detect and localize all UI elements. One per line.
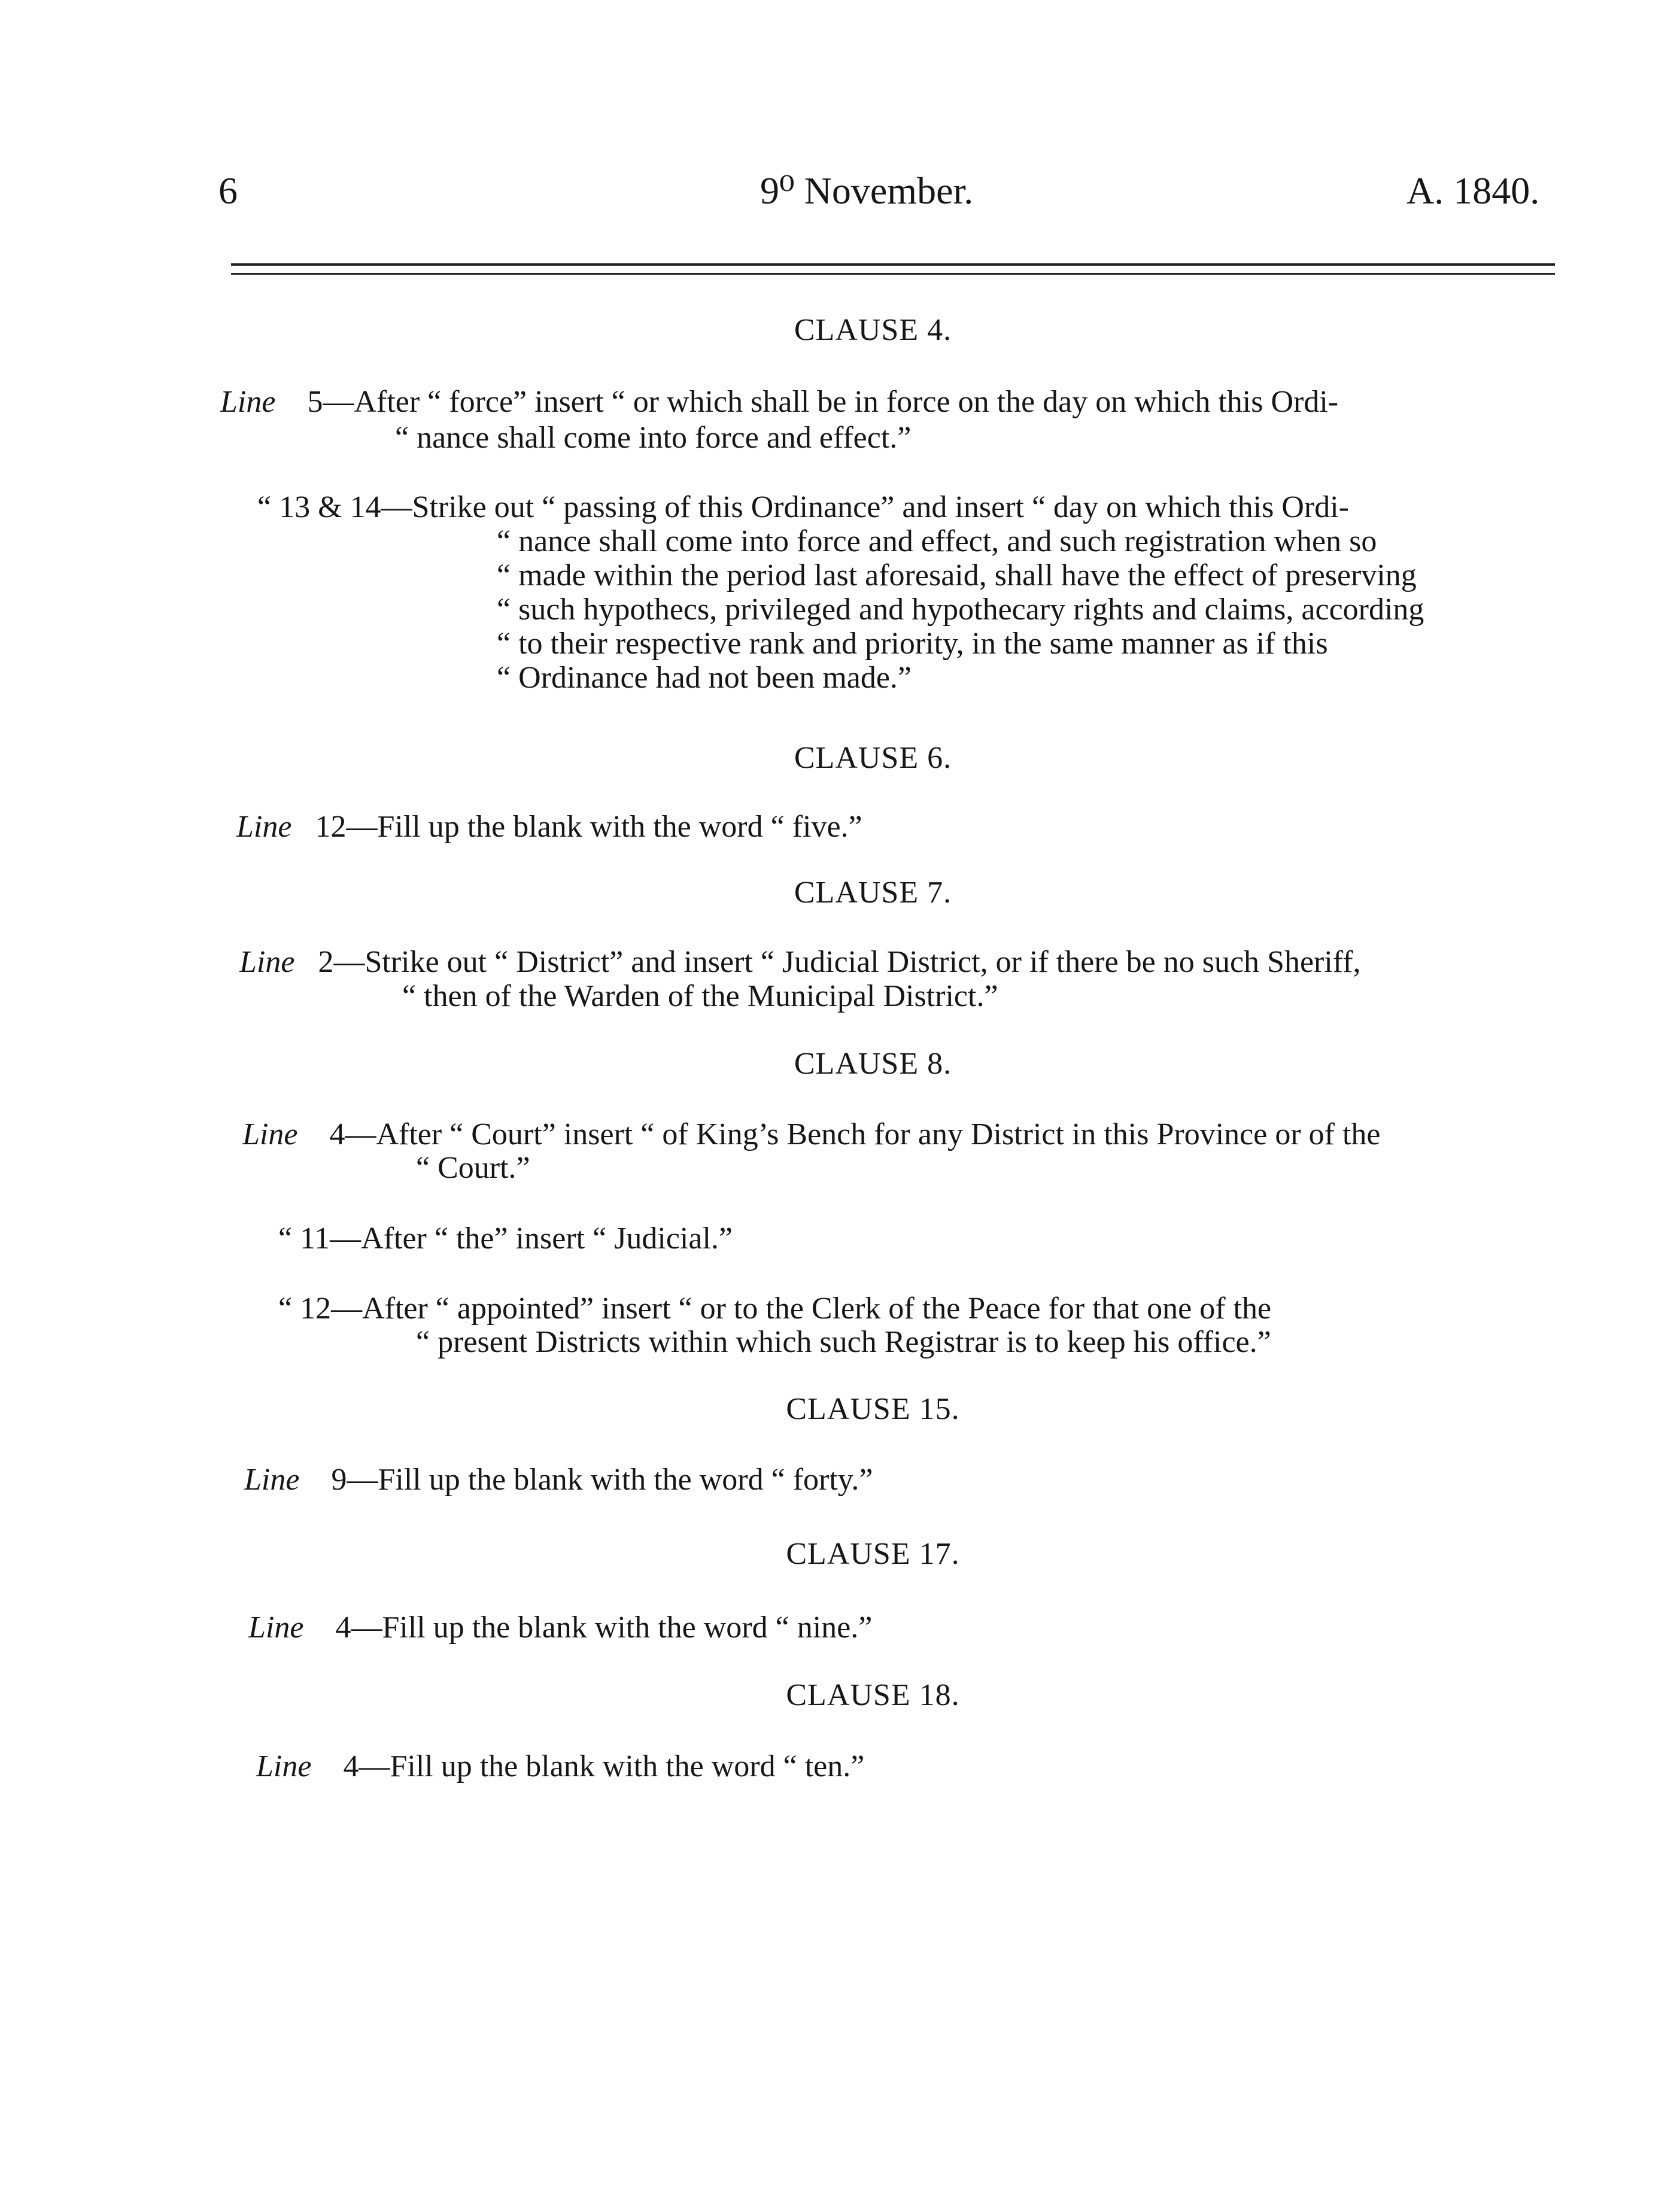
- clause-entry-line: “ nance shall come into force and effect, and such registration when so: [497, 524, 1377, 558]
- line-text: 5—After “ force” insert “ or which shall be in force on the day on which this Ordi-: [307, 385, 1339, 419]
- clause-entry-line: [236, 809, 862, 844]
- line-label: Line: [236, 810, 292, 844]
- line-label: Line: [239, 945, 295, 979]
- line-label: Line: [220, 385, 276, 419]
- line-text: 4—After “ Court” insert “ of King’s Bench for any District in this Province or of the: [329, 1117, 1381, 1151]
- clause-heading: CLAUSE 4.: [794, 313, 952, 347]
- line-text: 4—Fill up the blank with the word “ nine.”: [335, 1610, 873, 1645]
- clause-entry-line: “ Court.”: [416, 1151, 530, 1185]
- header-rule-top: [231, 263, 1555, 266]
- clause-entry-line: “ to their respective rank and priority, in the same manner as if this: [497, 627, 1328, 661]
- clause-entry-line: “ 12—After “ appointed” insert “ or to the Clerk of the Peace for that one of the: [278, 1291, 1272, 1326]
- clause-entry-line: [220, 384, 1338, 420]
- line-text: 4—Fill up the blank with the word “ ten.”: [343, 1749, 865, 1783]
- clause-entry-line: [248, 1610, 872, 1645]
- line-label: Line: [256, 1749, 312, 1783]
- line-text: 2—Strike out “ District” and insert “ Judicial District, or if there be no such Sheriff,: [318, 945, 1361, 979]
- clause-entry-line: [239, 944, 1361, 980]
- clause-entry-line: “ such hypothecs, privileged and hypothecary rights and claims, according: [497, 592, 1424, 627]
- clause-heading: CLAUSE 8.: [794, 1047, 952, 1081]
- clause-entry-line: “ nance shall come into force and effect.”: [395, 421, 912, 455]
- line-label: Line: [248, 1610, 304, 1645]
- line-text: 12—Fill up the blank with the word “ five.”: [315, 810, 862, 844]
- clause-heading: CLAUSE 7.: [794, 876, 952, 910]
- line-text: 9—Fill up the blank with the word “ forty.”: [331, 1463, 873, 1497]
- header-rule-bottom: [231, 273, 1555, 275]
- clause-entry-line: “ present Districts within which such Registrar is to keep his office.”: [416, 1325, 1271, 1359]
- clause-heading: CLAUSE 15.: [786, 1392, 960, 1426]
- clause-heading: CLAUSE 6.: [794, 741, 952, 775]
- clause-entry-line: [242, 1117, 1381, 1152]
- clause-entry-line: [244, 1462, 873, 1497]
- page-number: 6: [218, 169, 238, 212]
- line-label: Line: [244, 1463, 300, 1497]
- clause-entry-line: “ Ordinance had not been made.”: [497, 661, 912, 695]
- line-label: Line: [242, 1117, 298, 1151]
- page-header: [0, 169, 1680, 229]
- clause-entry-line: “ made within the period last aforesaid, shall have the effect of preserving: [497, 558, 1417, 592]
- clause-entry-line: “ 13 & 14—Strike out “ passing of this Ordinance” and insert “ day on which this Ordi-: [257, 490, 1349, 524]
- clause-heading: CLAUSE 17.: [786, 1537, 960, 1571]
- clause-entry-line: [256, 1749, 864, 1784]
- header-date: 9⁰ November.: [760, 169, 974, 212]
- clause-entry-line: “ 11—After “ the” insert “ Judicial.”: [278, 1221, 733, 1256]
- clause-heading: CLAUSE 18.: [786, 1678, 960, 1712]
- clause-entry-line: “ then of the Warden of the Municipal District.”: [402, 979, 998, 1013]
- header-year: A. 1840.: [1406, 169, 1540, 212]
